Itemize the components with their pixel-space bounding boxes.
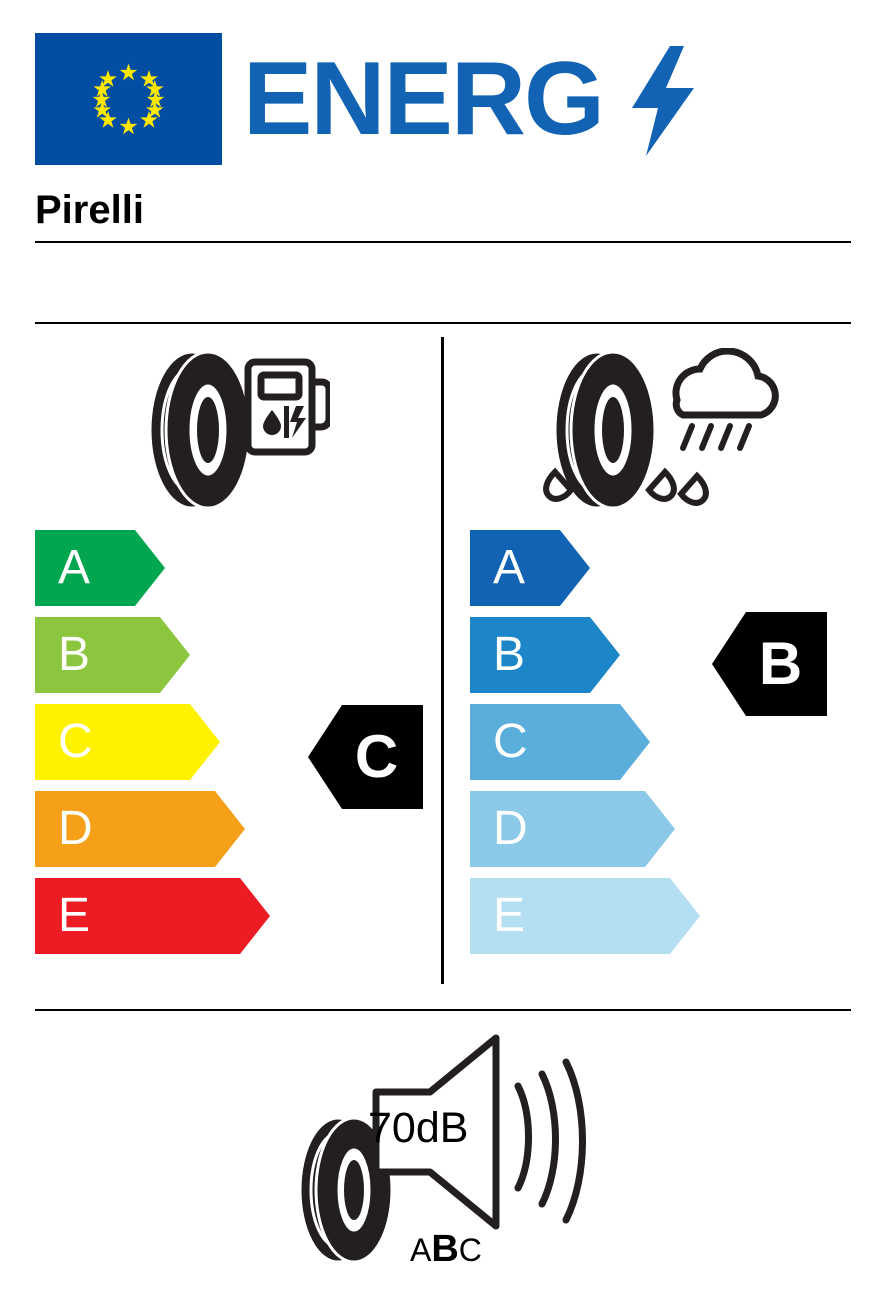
fuel-grade-e-letter: E — [58, 889, 91, 942]
lightning-bolt-icon — [628, 46, 698, 156]
divider-above-noise — [35, 1009, 851, 1011]
noise-class — [410, 1228, 482, 1271]
noise-class-c: C — [458, 1232, 482, 1268]
energy-word: ENERG — [243, 41, 603, 157]
wet-grade-a-letter: A — [493, 541, 526, 594]
eu-flag-icon — [35, 33, 222, 165]
tyre-and-fuel-pump-icon — [120, 348, 330, 513]
divider-vertical-center — [441, 337, 444, 984]
fuel-efficiency-result — [308, 705, 423, 809]
wet-grade-c-letter: C — [493, 715, 528, 768]
fuel-grade-a-letter: A — [58, 541, 91, 594]
noise-class-a: A — [410, 1232, 432, 1268]
wet-grip-result — [712, 612, 827, 716]
wet-result-letter: B — [758, 630, 803, 697]
divider-under-brand — [35, 241, 851, 243]
fuel-grade-d-letter: D — [58, 802, 93, 855]
energy-wordmark — [243, 40, 713, 160]
wet-grade-e-letter: E — [493, 889, 526, 942]
brand-name: Pirelli — [35, 188, 144, 232]
noise-value: 70dB — [368, 1104, 469, 1152]
noise-class-selected: B — [431, 1228, 459, 1270]
divider-above-grades — [35, 322, 851, 324]
fuel-result-letter: C — [354, 723, 399, 790]
fuel-grade-b-letter: B — [58, 628, 91, 681]
fuel-grade-c-letter: C — [58, 715, 93, 768]
tyre-and-rain-cloud-icon — [525, 348, 795, 513]
wet-grade-b-letter: B — [493, 628, 526, 681]
wet-grade-d-letter: D — [493, 802, 528, 855]
